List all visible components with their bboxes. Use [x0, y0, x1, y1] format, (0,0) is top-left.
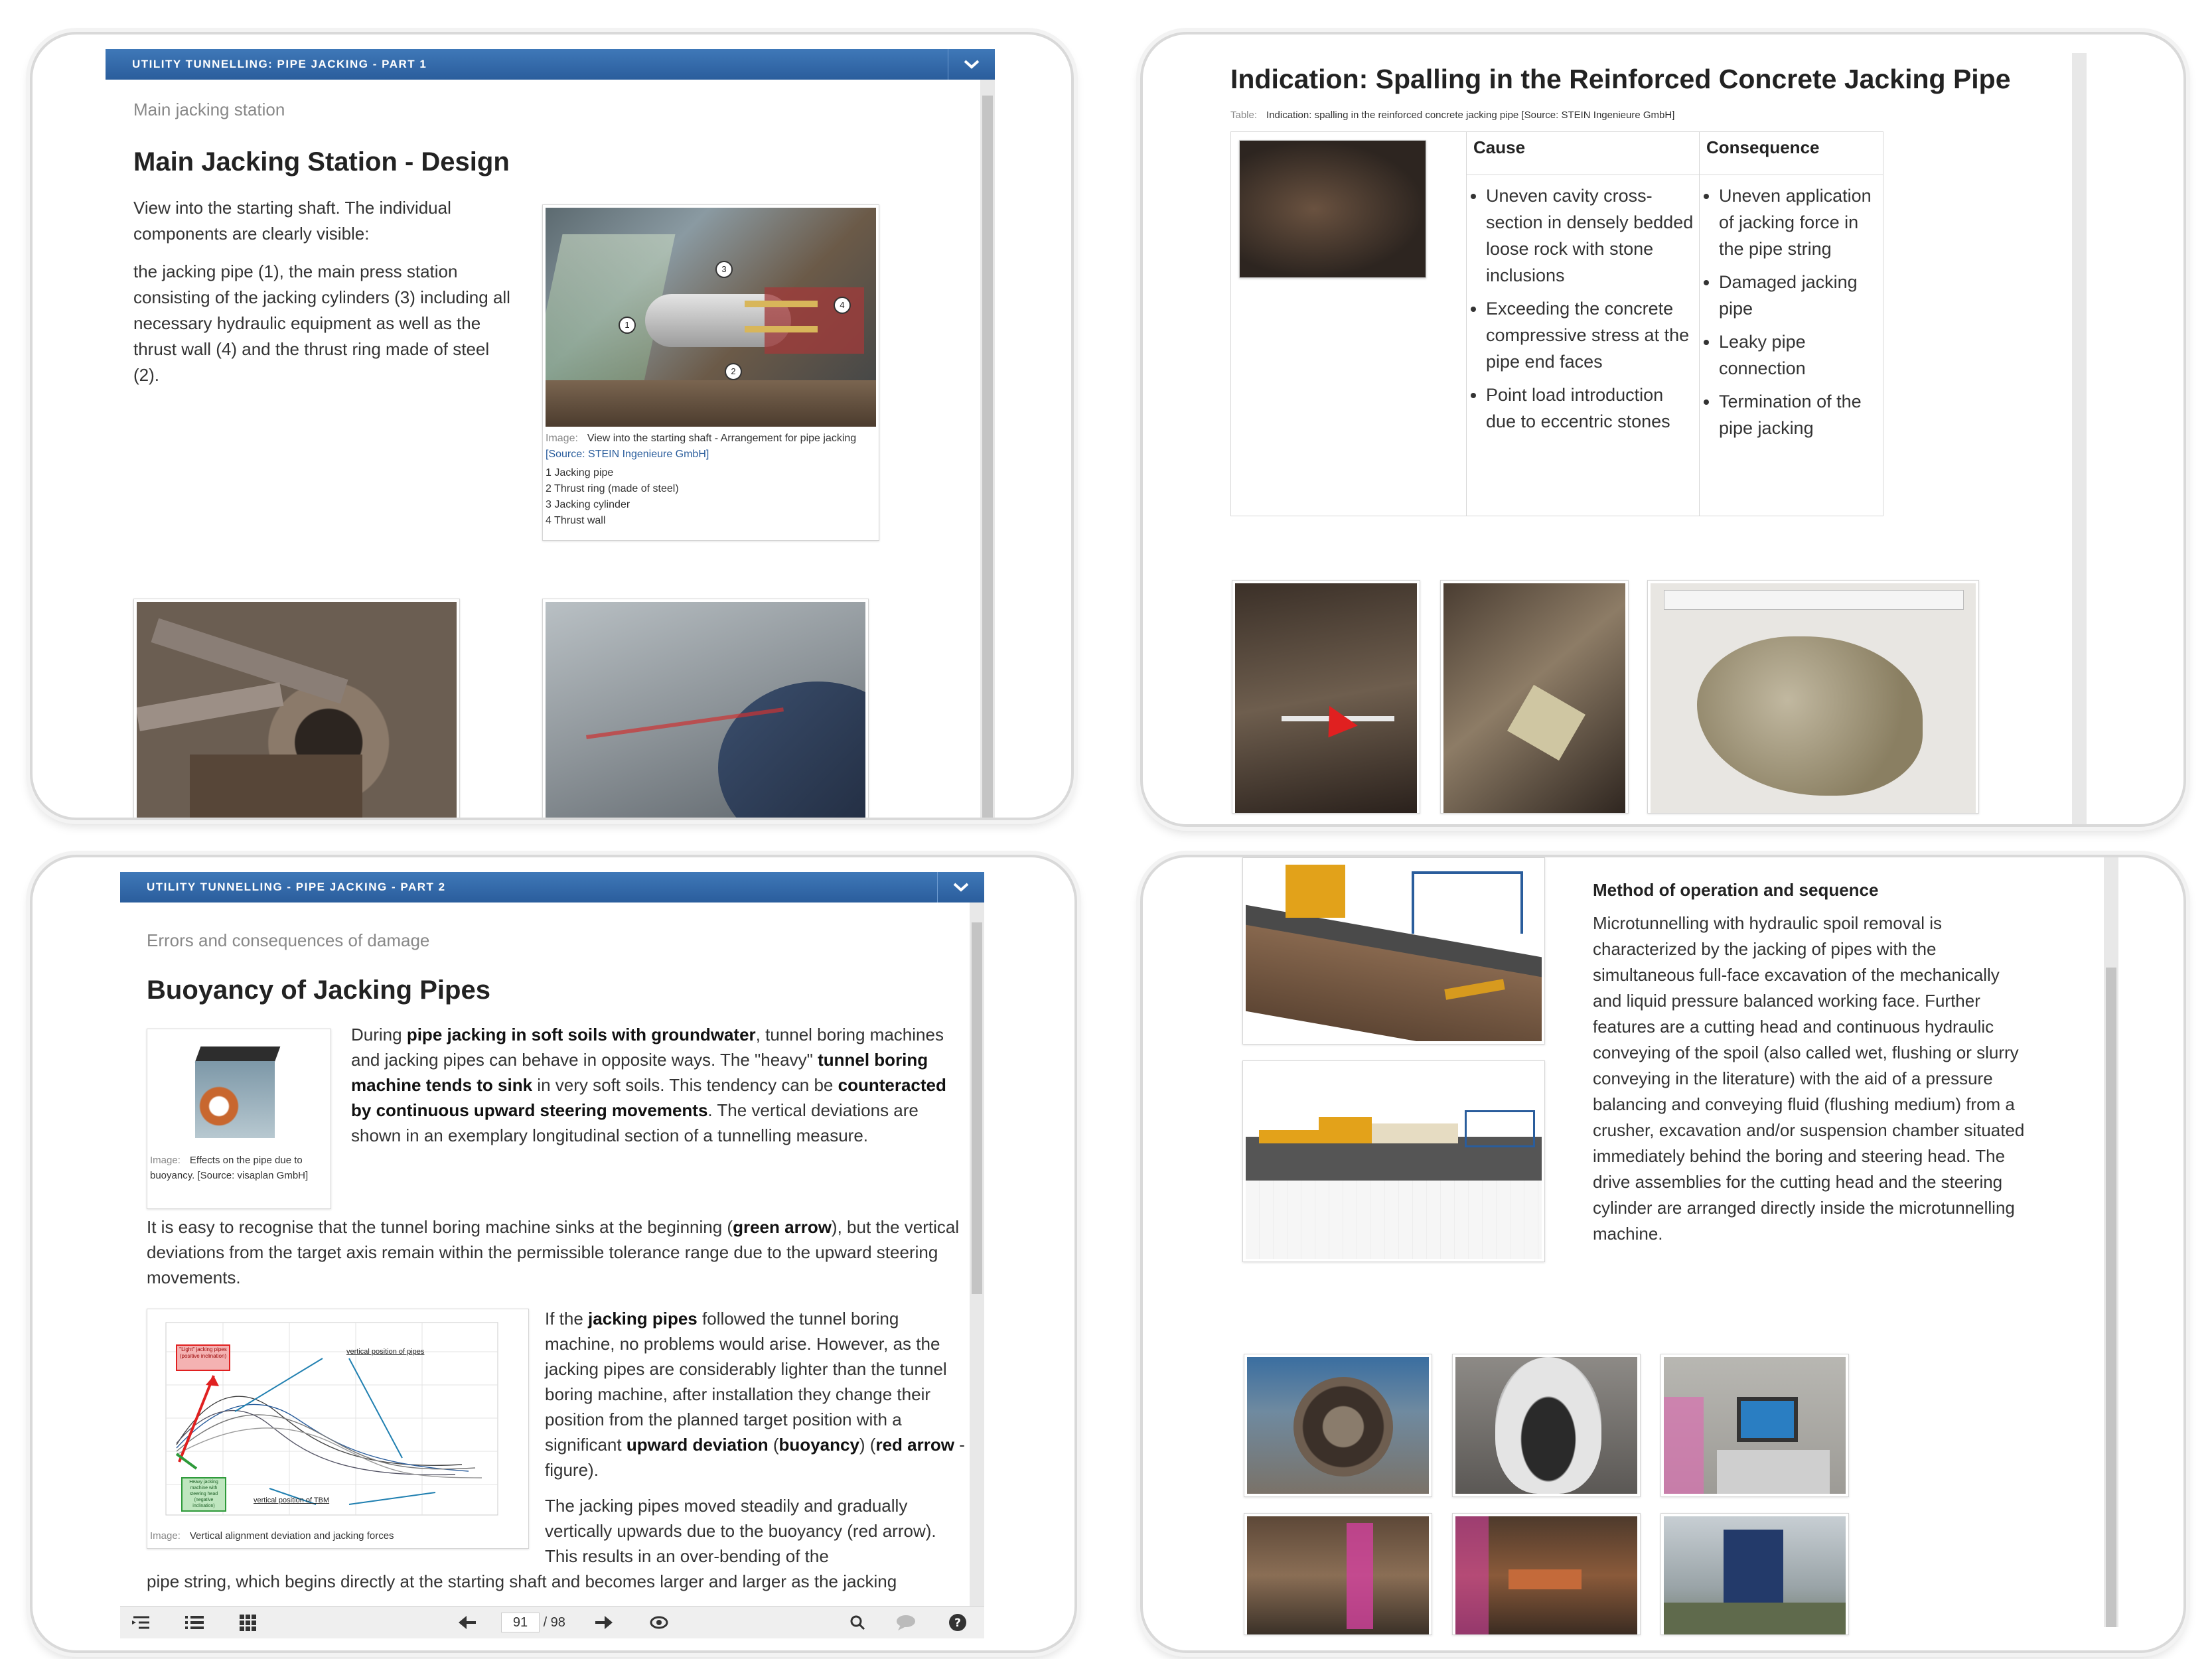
cause-item: • Point load introduction due to eccentric stones [1486, 382, 1694, 435]
chevron-down-icon[interactable] [948, 49, 995, 80]
photo-shaft-pink[interactable] [1244, 1513, 1432, 1635]
photo-shaft-pink-image [1247, 1516, 1429, 1634]
site-side-view-image [1246, 1064, 1542, 1259]
module-header-title: UTILITY TUNNELLING - PIPE JACKING - PART 2 [147, 881, 446, 893]
figure-site-side-view[interactable] [1242, 1060, 1545, 1262]
photo-site-container-image [1664, 1516, 1846, 1634]
photo-site-container[interactable] [1660, 1513, 1849, 1635]
spalling-photo-cell [1231, 132, 1467, 516]
photo-tbm-machine-image [1455, 1357, 1637, 1494]
panel-pipe-jacking-part1 [30, 32, 1074, 820]
cause-cell [1467, 175, 1700, 516]
chart-green-box-label: Heavy jacking machine with steering head (negative inclination) [189, 1480, 218, 1508]
cause-item: • Exceeding the concrete compressive stress at the pipe end faces [1486, 295, 1694, 375]
eye-icon[interactable] [647, 1612, 671, 1633]
paragraph-pipe-rise: The jacking pipes moved steadily and gradually vertically upwards due to the buoyancy (red arrow). This results in an over-bending of the [545, 1496, 936, 1566]
consequence-cell [1700, 175, 1883, 516]
spalling-photo[interactable] [1239, 140, 1426, 278]
method-paragraph: Microtunnelling with hydraulic spoil removal is characterized by the jacking of pipes with the simultaneous full-face excavation of the mechanically and liquid pressure balanced working face. Further features are a cutting head and continuous hydraulic conveying of the spoil (also called wet, flushing or slurry conveying in the literature) with the aid of a pressure balancing and conveying fluid (flushing medium) from a crusher, excavation and/or suspension chamber situated immediately behind the boring and steering head. The drive assemblies for the cutting head and the steering cylinder are arranged directly inside the microtunnelling machine. [1593, 913, 2025, 1244]
photo-stone-sample[interactable] [1647, 580, 1979, 814]
photo-rebar-stones-image [1443, 583, 1625, 813]
page-indicator [501, 1612, 565, 1633]
scrollbar[interactable] [980, 80, 995, 818]
module-header-title: UTILITY TUNNELLING: PIPE JACKING - PART 1 [132, 58, 427, 70]
intro-paragraph: View into the starting shaft. The individual components are clearly visible: [133, 198, 451, 244]
page-title: Indication: Spalling in the Reinforced Concrete Jacking Pipe [1230, 64, 2011, 94]
scrollbar[interactable] [2104, 857, 2118, 1627]
module-header [120, 872, 984, 902]
svg-text:?: ? [954, 1617, 961, 1630]
scrollbar[interactable] [970, 902, 984, 1606]
consequence-item: • Damaged jacking pipe [1719, 269, 1878, 322]
scrollbar-thumb[interactable] [972, 922, 982, 1294]
consequence-item: • Uneven application of jacking force in the pipe string [1719, 182, 1878, 262]
paragraph-pipe-string: pipe string, which begins directly at the starting shaft and becomes larger and larger as the jacking [147, 1571, 897, 1591]
marker-2: 2 [725, 363, 742, 380]
figure-caption: Image: View into the starting shaft - Arrangement for pipe jacking [Source: STEIN Ingenieure GmbH] [546, 433, 857, 460]
paragraph-buoyancy-intro: During pipe jacking in soft soils with groundwater, tunnel boring machines and jacking pipes can behave in opposite ways. The "heavy" tunnel boring machine tends to sink in very soft soils. This tendency can be counteracted by continuous upward steering movements. The vertical deviations are shown in an exemplary longitudinal section of a tunnelling measure. [351, 1025, 946, 1145]
section-label: Errors and consequences of damage [147, 930, 430, 950]
photo-shaft-overview-image [137, 602, 457, 818]
comment-icon[interactable] [894, 1612, 918, 1633]
photo-control-container[interactable] [1660, 1354, 1849, 1497]
module-header [106, 49, 995, 80]
cause-item: • Uneven cavity cross-section in densely bedded loose rock with stone inclusions [1486, 182, 1694, 289]
scrollbar-thumb[interactable] [982, 96, 993, 818]
photo-stone-sample-image [1651, 583, 1976, 813]
indication-table [1230, 131, 1883, 516]
marker-4: 4 [834, 297, 851, 314]
figure-site-3d-view[interactable] [1242, 857, 1545, 1045]
chart-red-box-label: "Light" jacking pipes (positive inclination) [179, 1346, 227, 1359]
navigation-toolbar [120, 1606, 984, 1638]
marker-1: 1 [619, 317, 636, 334]
page-number-input[interactable]: 91 [501, 1613, 540, 1632]
photo-shaft-pipes[interactable] [1452, 1513, 1641, 1635]
paragraph-jacking-pipes-buoyancy: If the jacking pipes followed the tunnel boring machine, no problems would arise. However, as the jacking pipes are considerably lighter than the tunnel boring machine, after installation they change their position from the planned target position with a significant upward deviation (buoyancy) (red arrow - figure). [545, 1309, 965, 1480]
source-link[interactable]: [Source: STEIN Ingenieure GmbH] [546, 449, 709, 460]
figure-buoyancy-effects [147, 1029, 331, 1209]
marker-3: 3 [715, 261, 733, 278]
buoyancy-cube-image[interactable] [191, 1046, 284, 1139]
table-of-contents-icon[interactable] [129, 1612, 153, 1633]
photo-thrust-wall[interactable] [542, 599, 869, 819]
panel-microtunnelling-method [1140, 855, 2186, 1653]
figure-caption: Image: Effects on the pipe due to buoyancy. [Source: visaplan GmbH] [150, 1155, 309, 1181]
grid-view-icon[interactable] [236, 1612, 259, 1633]
search-icon[interactable] [846, 1612, 870, 1633]
page-title: Main Jacking Station - Design [133, 147, 510, 177]
photo-reinforcement-exposed-image [1235, 583, 1417, 813]
section-label: Main jacking station [133, 100, 285, 119]
photo-tbm-machine[interactable] [1452, 1354, 1641, 1497]
chart-annotation-pipes: vertical position of pipes [346, 1348, 425, 1356]
consequence-item: • Termination of the pipe jacking [1719, 388, 1878, 441]
figure-caption: Image: Vertical alignment deviation and jacking forces [150, 1530, 394, 1542]
photo-thrust-wall-image [546, 602, 865, 818]
figure-vertical-alignment [147, 1309, 529, 1549]
figure-starting-shaft [542, 204, 879, 541]
panel-spalling-indication [1140, 32, 2186, 827]
paragraph-tbm-sinks: It is easy to recognise that the tunnel boring machine sinks at the beginning (green arrow), but the vertical deviations from the target axis remain within the permissible tolerance range due to the upward steering movements. [147, 1217, 960, 1287]
consequence-header: Consequence [1700, 132, 1883, 175]
list-view-icon[interactable] [183, 1612, 206, 1633]
photo-shaft-pipes-image [1455, 1516, 1637, 1634]
scrollbar-thumb[interactable] [2106, 968, 2116, 1627]
previous-page-icon[interactable] [456, 1612, 480, 1633]
photo-cutting-head-image [1247, 1357, 1429, 1494]
cause-header: Cause [1467, 132, 1700, 175]
panel-pipe-jacking-part2 [30, 855, 1077, 1653]
photo-shaft-overview[interactable] [133, 599, 460, 819]
photo-rebar-stones[interactable] [1440, 580, 1629, 814]
figure-legend: 1 Jacking pipe 2 Thrust ring (made of steel) 3 Jacking cylinder 4 Thrust wall [546, 467, 679, 526]
photo-control-container-image [1664, 1357, 1846, 1494]
consequence-item: • Leaky pipe connection [1719, 328, 1878, 382]
help-icon[interactable] [946, 1612, 970, 1633]
next-page-icon[interactable] [591, 1612, 615, 1633]
starting-shaft-photo[interactable] [546, 208, 876, 427]
chart-annotation-tbm: vertical position of TBM [254, 1496, 330, 1504]
photo-reinforcement-exposed[interactable] [1232, 580, 1420, 814]
description-paragraph: the jacking pipe (1), the main press station consisting of the jacking cylinders (3) including all necessary hydraulic equipment as well as the thrust wall (4) and the thrust ring made of steel (2). [133, 261, 510, 385]
page-title: Buoyancy of Jacking Pipes [147, 975, 490, 1005]
scrollbar[interactable] [2072, 53, 2087, 824]
site-3d-view-image [1246, 858, 1542, 1041]
page-total: / 98 [543, 1615, 565, 1630]
chevron-down-icon[interactable] [937, 872, 984, 902]
table-caption: Table: Indication: spalling in the reinforced concrete jacking pipe [Source: STEIN Ingenieure GmbH] [1230, 109, 1675, 121]
photo-cutting-head[interactable] [1244, 1354, 1432, 1497]
section-heading: Method of operation and sequence [1593, 880, 1879, 900]
